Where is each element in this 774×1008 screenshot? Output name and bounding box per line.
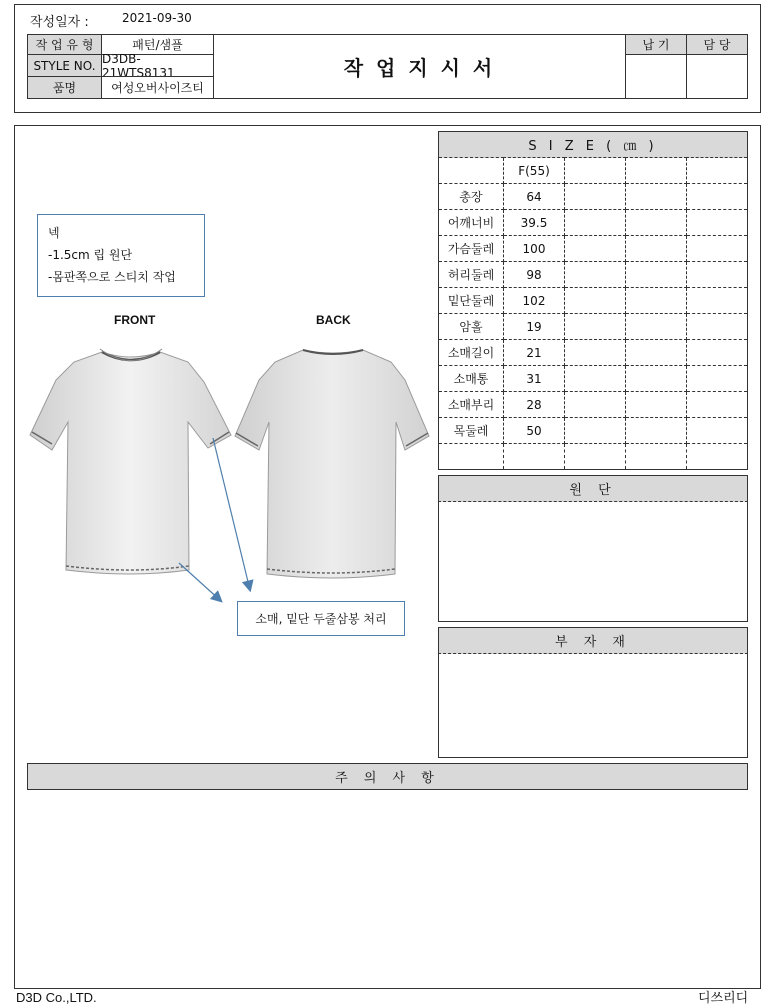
neck-annotation-title: 넥 (48, 226, 60, 240)
size-row: 소매부리 28 (439, 392, 748, 418)
size-column-header: F(55) (504, 158, 565, 184)
document-title: 작 업 지 시 서 (213, 34, 626, 99)
fabric-heading: 원 단 (438, 475, 748, 502)
size-row: 어깨너비 39.5 (439, 210, 748, 236)
size-row: 허리둘레 98 (439, 262, 748, 288)
sleeve-arrow (213, 438, 250, 590)
style-no-value: D3DB-21WTS8131 (101, 54, 214, 77)
product-name-label: 품명 (27, 76, 102, 99)
size-row: 밑단둘레 102 (439, 288, 748, 314)
neck-annotation-line: -1.5cm 립 원단 (48, 248, 133, 262)
work-type-label: 작 업 유 형 (27, 34, 102, 55)
date-value: 2021-09-30 (122, 11, 192, 25)
product-name-value: 여성오버사이즈티 (101, 76, 214, 99)
hem-arrow (179, 563, 221, 601)
size-row: 소매통 31 (439, 366, 748, 392)
size-row: 목둘레 50 (439, 418, 748, 444)
size-row: 암홀 19 (439, 314, 748, 340)
back-label: BACK (316, 313, 351, 327)
footer-company: D3D Co.,LTD. (16, 990, 97, 1005)
date-label: 작성일자 : (30, 15, 89, 30)
footer-brand: 디쓰리디 (698, 991, 749, 1006)
notes-heading: 주 의 사 항 (27, 763, 748, 790)
neck-annotation-line: -몸판쪽으로 스티치 작업 (48, 270, 176, 284)
size-heading: S I Z E ( ㎝ ) (439, 132, 748, 158)
style-no-label: STYLE NO. (27, 54, 102, 77)
size-row: 소매길이 21 (439, 340, 748, 366)
hem-annotation: 소매, 밑단 두줄삼봉 처리 (237, 601, 405, 636)
front-label: FRONT (114, 313, 156, 327)
manager-label: 담 당 (686, 34, 748, 55)
due-date-label: 납 기 (625, 34, 687, 55)
size-row: 가슴둘레 100 (439, 236, 748, 262)
size-row: 총장 64 (439, 184, 748, 210)
work-type-value: 패턴/샘플 (101, 34, 214, 55)
accessories-heading: 부 자 재 (438, 627, 748, 654)
